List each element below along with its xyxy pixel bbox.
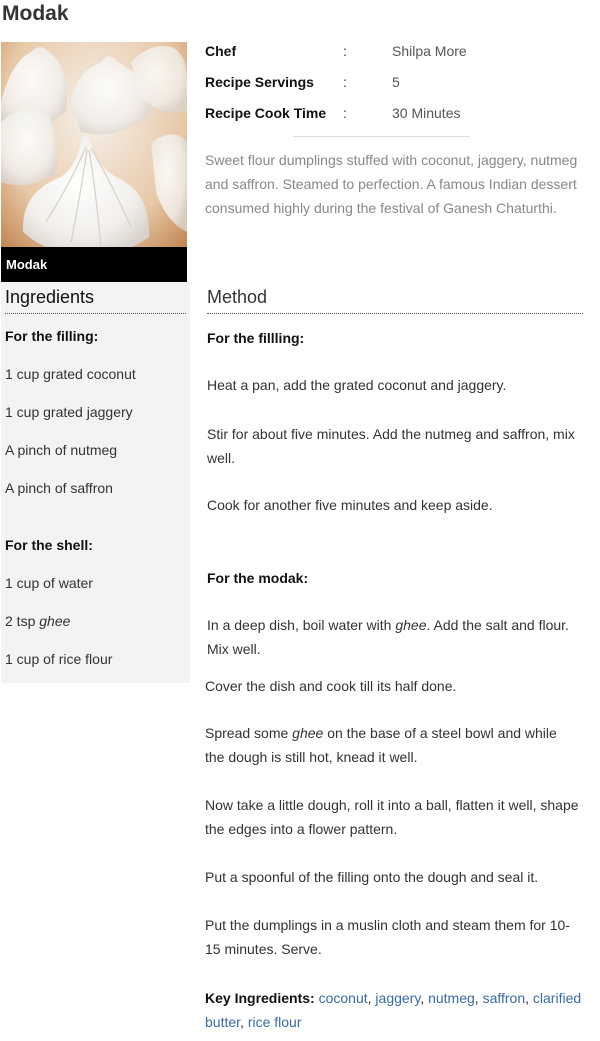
page-title: Modak bbox=[2, 2, 69, 25]
meta-colon: : bbox=[343, 74, 347, 90]
step-text: . Add the salt and flour. Mix well. bbox=[207, 617, 569, 657]
key-ingredient-link-coconut[interactable]: coconut bbox=[318, 990, 368, 1006]
ingredient-item: 1 cup grated coconut bbox=[5, 366, 136, 382]
ingredient-item: A pinch of saffron bbox=[5, 480, 113, 496]
step-emphasis: ghee bbox=[395, 617, 427, 633]
meta-label: Chef bbox=[205, 43, 237, 59]
method-step: Cook for another five minutes and keep aside. bbox=[207, 497, 493, 513]
method-modak-title: For the modak: bbox=[207, 570, 309, 586]
meta-divider bbox=[293, 136, 470, 137]
method-heading: Method bbox=[207, 287, 268, 307]
method-step: Put a spoonful of the filling onto the dough and seal it. bbox=[205, 869, 539, 885]
ingredient-item: 1 cup of rice flour bbox=[5, 651, 113, 667]
ingredient-item: 1 cup of water bbox=[5, 575, 93, 591]
ingredient-item: 1 cup grated jaggery bbox=[5, 404, 133, 420]
ingredient-emphasis: ghee bbox=[39, 613, 71, 629]
method-step: Put the dumplings in a muslin cloth and steam them for 10- 15 minutes. Serve. bbox=[205, 917, 570, 957]
meta-label: Recipe Cook Time bbox=[205, 105, 327, 121]
step-text: In a deep dish, boil water with bbox=[207, 617, 396, 633]
shell-group-title: For the shell: bbox=[5, 537, 93, 553]
method-step bbox=[207, 613, 587, 661]
ingredients-heading: Ingredients bbox=[5, 287, 95, 307]
modak-image bbox=[1, 42, 187, 282]
step-emphasis: ghee bbox=[292, 725, 324, 741]
method-step: Cover the dish and cook till its half done. bbox=[205, 678, 457, 694]
ingredient-item: A pinch of nutmeg bbox=[5, 442, 118, 458]
method-divider bbox=[207, 313, 583, 314]
key-ingredients bbox=[205, 986, 585, 1034]
ingredient-item bbox=[5, 611, 70, 631]
ingredient-text: 2 tsp bbox=[5, 613, 40, 629]
separator: , bbox=[240, 1014, 248, 1030]
method-step: Now take a little dough, roll it into a ball, flatten it well, shape the edges into a flower pattern. bbox=[205, 797, 579, 837]
recipe-description: Sweet flour dumplings stuffed with coconut, jaggery, nutmeg and saffron. Steamed to perfection. A famous Indian dessert consumed highly during the festival of Ganesh Chaturthi. bbox=[205, 152, 578, 216]
servings-value: 5 bbox=[392, 74, 400, 90]
meta-label: Recipe Servings bbox=[205, 74, 314, 90]
meta-colon: : bbox=[343, 105, 347, 121]
key-ingredients-label: Key Ingredients: bbox=[205, 990, 315, 1006]
chef-name: Shilpa More bbox=[392, 43, 467, 59]
step-text: on the base of a steel bowl and while the dough is still hot, knead it well. bbox=[205, 725, 557, 765]
separator: , bbox=[420, 990, 429, 1006]
method-step: Stir for about five minutes. Add the nutmeg and saffron, mix well. bbox=[207, 426, 575, 466]
meta-colon: : bbox=[343, 43, 347, 59]
separator: , bbox=[525, 990, 533, 1006]
key-ingredient-link-rice-flour[interactable]: rice flour bbox=[247, 1014, 302, 1030]
step-text: Spread some bbox=[205, 725, 293, 741]
filling-group-title: For the filling: bbox=[5, 328, 99, 344]
key-ingredient-link-saffron[interactable]: saffron bbox=[482, 990, 526, 1006]
separator: , bbox=[367, 990, 376, 1006]
method-step bbox=[205, 721, 580, 769]
recipe-photo[interactable] bbox=[1, 42, 187, 282]
key-ingredient-link-jaggery[interactable]: jaggery bbox=[375, 990, 421, 1006]
key-ingredient-link-clarified-butter[interactable]: clarified butter bbox=[205, 990, 582, 1030]
cook-time-value: 30 Minutes bbox=[392, 105, 461, 121]
ingredients-divider bbox=[5, 313, 186, 314]
key-ingredient-link-nutmeg[interactable]: nutmeg bbox=[428, 990, 475, 1006]
method-filling-title: For the fillling: bbox=[207, 330, 305, 346]
photo-caption: Modak bbox=[1, 247, 187, 282]
separator: , bbox=[474, 990, 483, 1006]
method-step: Heat a pan, add the grated coconut and jaggery. bbox=[207, 377, 507, 393]
